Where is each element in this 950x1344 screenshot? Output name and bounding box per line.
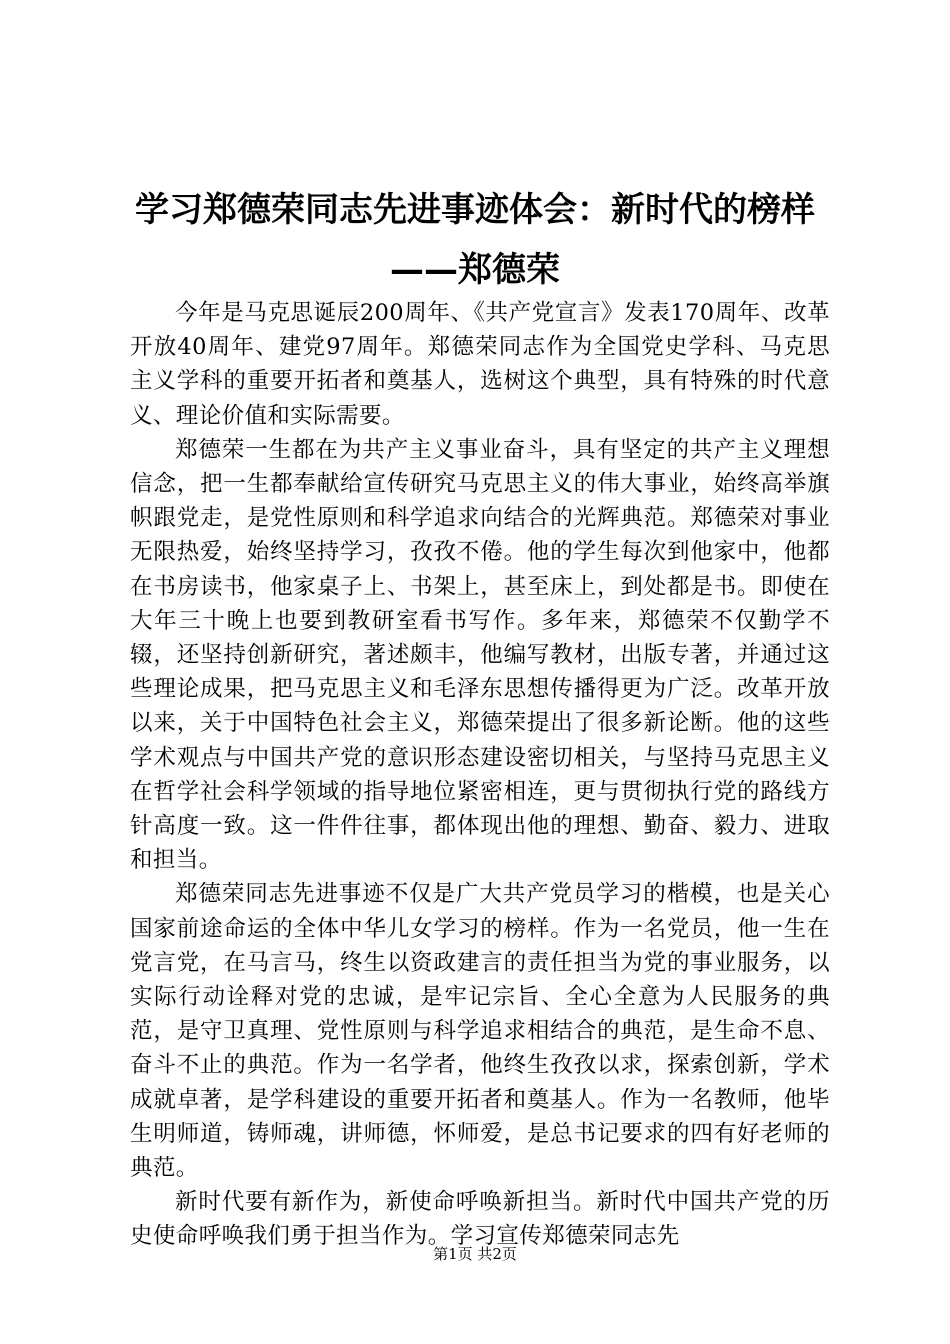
paragraph-1: 今年是马克思诞辰200周年、《共产党宣言》发表170周年、改革开放40周年、建党97周年。郑德荣同志作为全国党史学科、马克思主义学科的重要开拓者和奠基人，选树这个典型，具有特殊的时代意义、理论价值和实际需要。 xyxy=(130,300,830,429)
paragraph-4: 新时代要有新作为，新使命呼唤新担当。新时代中国共产党的历史使命呼唤我们勇于担当作为。学习宣传郑德荣同志先 xyxy=(130,1189,830,1250)
document-subtitle: ——郑德荣 xyxy=(390,250,560,290)
page-number-footer: 第1页 共2页 xyxy=(433,1245,517,1263)
document-body xyxy=(130,296,830,1254)
document-title: 学习郑德荣同志先进事迹体会：新时代的榜样 xyxy=(135,190,815,230)
paragraph-2: 郑德荣一生都在为共产主义事业奋斗，具有坚定的共产主义理想信念，把一生都奉献给宣传研究马克思主义的伟大事业，始终高举旗帜跟党走，是党性原则和科学追求向结合的光辉典范。郑德荣对事业无限热爱，始终坚持学习，孜孜不倦。他的学生每次到他家中，他都在书房读书，他家桌子上、书架上，甚至床上，到处都是书。即使在大年三十晚上也要到教研室看书写作。多年来，郑德荣不仅勤学不辍，还坚持创新研究，著述颇丰，他编写教材，出版专著，并通过这些理论成果，把马克思主义和毛泽东思想传播得更为广泛。改革开放以来，关于中国特色社会主义，郑德荣提出了很多新论断。他的这些学术观点与中国共产党的意识形态建设密切相关，与坚持马克思主义在哲学社会科学领域的指导地位紧密相连，更与贯彻执行党的路线方针高度一致。这一件件往事，都体现出他的理想、勤奋、毅力、进取和担当。 xyxy=(130,436,830,874)
paragraph-3: 郑德荣同志先进事迹不仅是广大共产党员学习的楷模，也是关心国家前途命运的全体中华儿女学习的榜样。作为一名党员，他一生在党言党，在马言马，终生以资政建言的责任担当为党的事业服务，以实际行动诠释对党的忠诚，是牢记宗旨、全心全意为人民服务的典范，是守卫真理、党性原则与科学追求相结合的典范，是生命不息、奋斗不止的典范。作为一名学者，他终生孜孜以求，探索创新，学术成就卓著，是学科建设的重要开拓者和奠基人。作为一名教师，他毕生明师道，铸师魂，讲师德，怀师爱，是总书记要求的四有好老师的典范。 xyxy=(130,881,830,1182)
